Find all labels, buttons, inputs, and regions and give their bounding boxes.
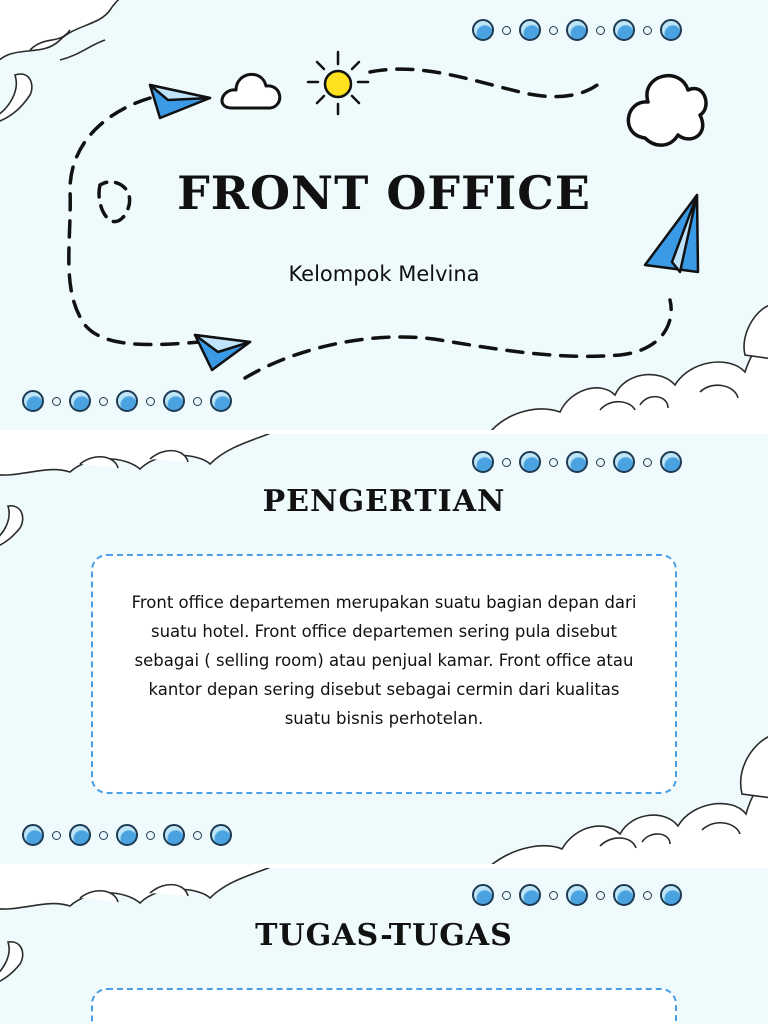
decorative-dot-icon — [519, 884, 541, 906]
paper-plane-icon — [195, 335, 250, 370]
decorative-dot-icon — [613, 451, 635, 473]
decorative-dot-icon — [52, 831, 61, 840]
sun-icon — [308, 52, 368, 114]
decorative-dot-icon — [472, 884, 494, 906]
decorative-dot-icon — [566, 19, 588, 41]
decorative-dot-icon — [69, 390, 91, 412]
section-heading: TUGAS-TUGAS — [255, 918, 513, 953]
decorative-dot-icon — [116, 390, 138, 412]
dot-row-top — [472, 451, 682, 473]
decorative-dot-icon — [660, 451, 682, 473]
decorative-dot-icon — [210, 824, 232, 846]
decorative-dot-icon — [163, 824, 185, 846]
slide-title — [0, 0, 768, 430]
decorative-dot-icon — [566, 451, 588, 473]
decorative-dot-icon — [660, 884, 682, 906]
decorative-dot-icon — [613, 19, 635, 41]
decorative-dot-icon — [643, 26, 652, 35]
dot-row-bottom — [22, 824, 232, 846]
decorative-dot-icon — [210, 390, 232, 412]
decorative-dot-icon — [22, 390, 44, 412]
dot-row-top — [472, 884, 682, 906]
decorative-dot-icon — [519, 19, 541, 41]
tasks-card — [91, 988, 677, 1024]
decorative-dot-icon — [99, 831, 108, 840]
decorative-dot-icon — [596, 26, 605, 35]
decorative-dot-icon — [99, 397, 108, 406]
decorative-dot-icon — [146, 397, 155, 406]
definition-card — [91, 554, 677, 794]
definition-text: Front office departemen merupakan suatu bagian depan dari suatu hotel. Front office departemen sering pula disebut sebagai ( selling room) atau penjual kamar. Front office atau kantor depan sering disebut sebagai cermin dari kualitas suatu bisnis perhotelan. — [131, 593, 637, 728]
decorative-dot-icon — [596, 458, 605, 467]
decorative-dot-icon — [52, 397, 61, 406]
decorative-dot-icon — [549, 891, 558, 900]
cloud-cluster-icon — [490, 305, 768, 430]
decorative-dot-icon — [146, 831, 155, 840]
decorative-dot-icon — [519, 451, 541, 473]
section-heading: PENGERTIAN — [262, 484, 506, 519]
cloud-icon — [628, 76, 706, 146]
cloud-icon — [222, 74, 280, 108]
decorative-dot-icon — [643, 891, 652, 900]
decorative-dot-icon — [69, 824, 91, 846]
decorative-dot-icon — [502, 891, 511, 900]
decorative-dot-icon — [472, 19, 494, 41]
decorative-dot-icon — [549, 26, 558, 35]
dot-row-top — [472, 19, 682, 41]
decorative-dot-icon — [502, 458, 511, 467]
subtitle: Kelompok Melvina — [288, 262, 480, 286]
paper-plane-icon — [150, 85, 210, 118]
slide-pengertian — [0, 434, 768, 864]
decorative-dot-icon — [116, 824, 138, 846]
decorative-dot-icon — [660, 19, 682, 41]
decorative-dot-icon — [22, 824, 44, 846]
decorative-dot-icon — [643, 458, 652, 467]
decorative-dot-icon — [193, 397, 202, 406]
decorative-dot-icon — [163, 390, 185, 412]
slide-tugas — [0, 868, 768, 1024]
decorative-dot-icon — [549, 458, 558, 467]
cloud-cluster-icon — [0, 0, 140, 125]
decorative-dot-icon — [193, 831, 202, 840]
decorative-dot-icon — [472, 451, 494, 473]
page-title: FRONT OFFICE — [177, 166, 591, 220]
decorative-dot-icon — [596, 891, 605, 900]
dot-row-bottom — [22, 390, 232, 412]
decorative-dot-icon — [566, 884, 588, 906]
decorative-dot-icon — [502, 26, 511, 35]
decorative-dot-icon — [613, 884, 635, 906]
